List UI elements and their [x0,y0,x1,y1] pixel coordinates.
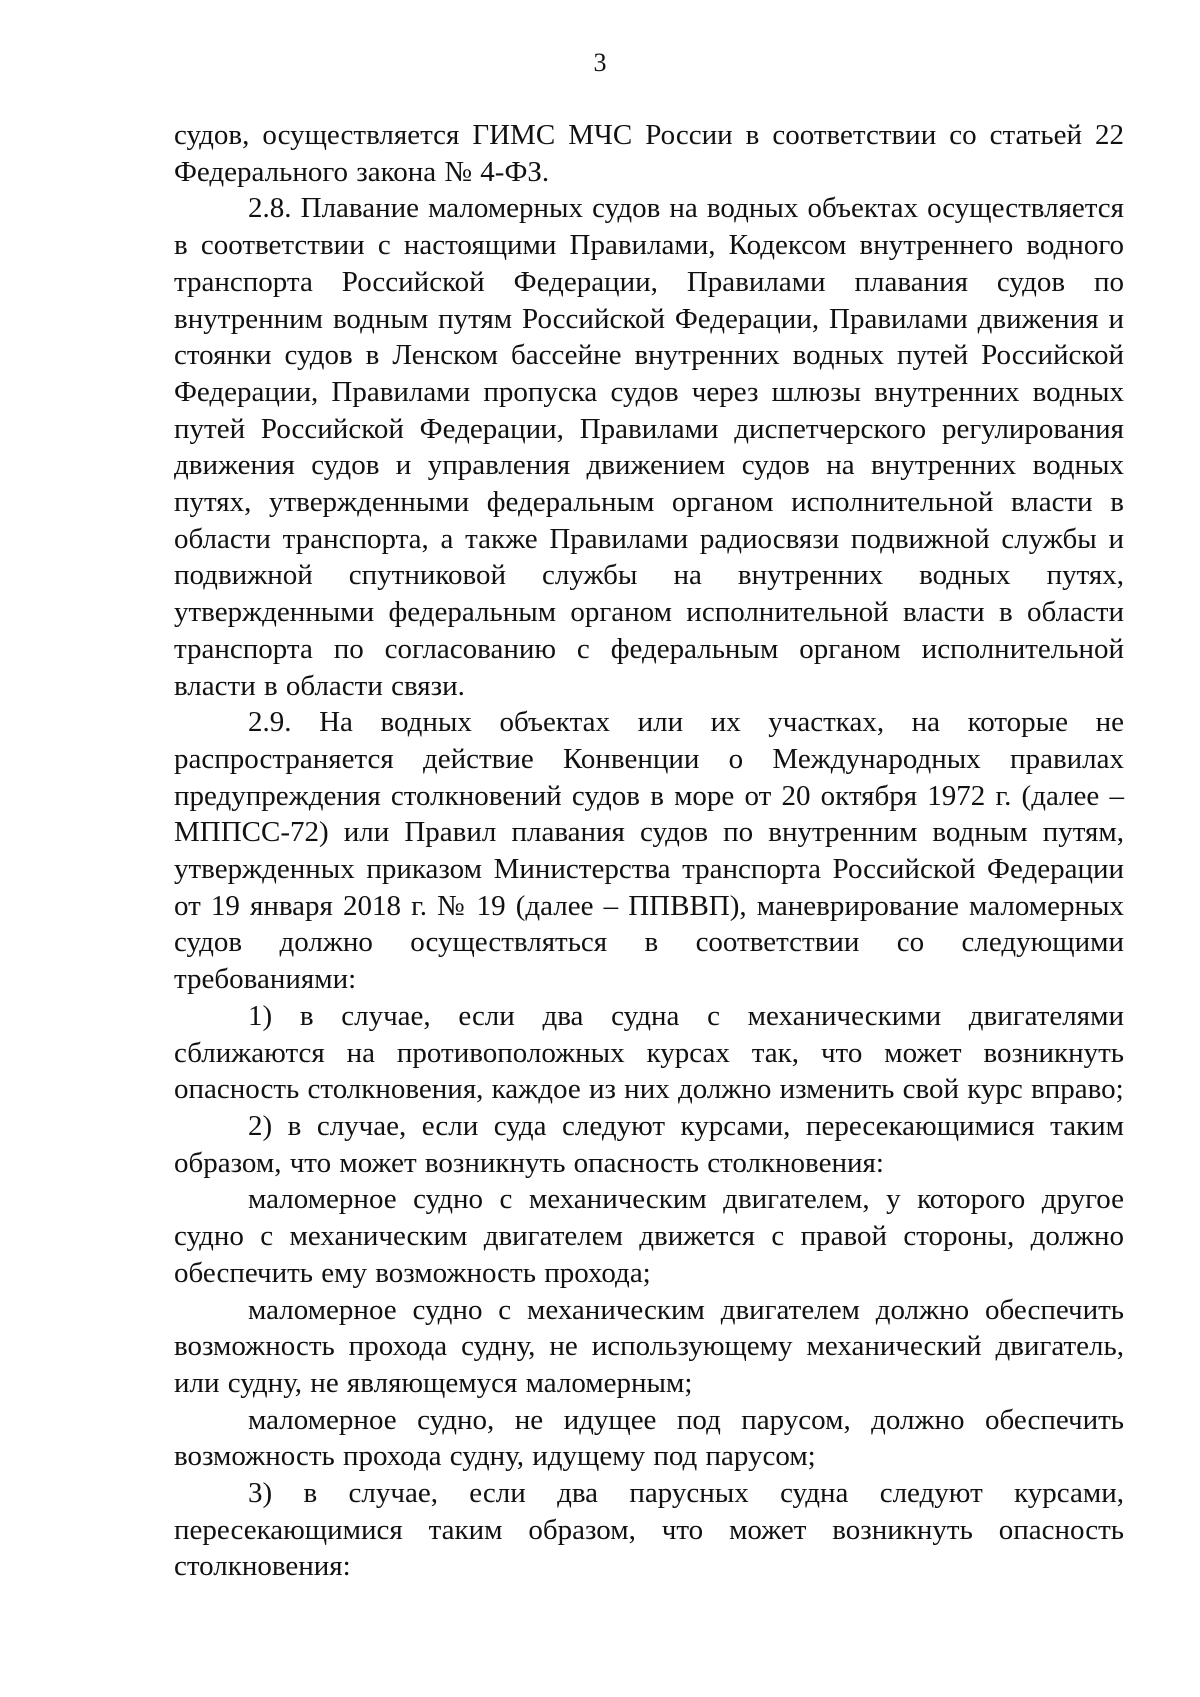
paragraph-item-3: 3) в случае, если два парусных судна следуют курсами, пересекающимися таким образом, что может возникнуть опасность столкновения: [174,1477,1124,1583]
document-body [174,117,1124,1585]
page-number: 3 [593,48,607,77]
paragraph-2-9: 2.9. На водных объектах или их участках, на которые не распространяется действие Конвенции о Международных правилах предупреждения столкновений судов в море от 20 октября 1972 г. (далее – МППСС-72) или Правил плавания судов по внутренним водным путям, утвержденных приказом Министерства транспорта Российской Федерации от 19 января 2018 г. № 19 (далее – ППВВП), маневрирование маломерных судов должно осуществляться в соответствии со следующими требованиями: [174,706,1124,996]
paragraph-item-2-sub-3: маломерное судно, не идущее под парусом, должно обеспечить возможность прохода судну, идущему под парусом; [174,1403,1124,1473]
paragraph-item-1: 1) в случае, если два судна с механическими двигателями сближаются на противоположных курсах так, что может возникнуть опасность столкновения, каждое из них должно изменить свой курс вправо; [174,999,1124,1106]
paragraph-continuation: судов, осуществляется ГИМС МЧС России в соответствии со статьей 22 Федерального закона № 4-ФЗ. [174,119,1124,188]
paragraph-item-2: 2) в случае, если суда следуют курсами, пересекающимися таким образом, что может возникнуть опасность столкновения: [174,1109,1124,1179]
paragraph-2-8: 2.8. Плавание маломерных судов на водных объектах осуществляется в соответствии с настоящими Правилами, Кодексом внутреннего водного транспорта Российской Федерации, Правилами плавания судов по внутренним водным путям Российской Федерации, Правилами движения и стоянки судов в Ленском бассейне внутренних водных путей Российской Федерации, Правилами пропуска судов через шлюзы внутренних водных путей Российской Федерации, Правилами диспетчерского регулирования движения судов и управления движением судов на внутренних водных путях, утвержденными федеральным органом исполнительной власти в области транспорта, а также Правилами радиосвязи подвижной службы и подвижной спутниковой службы на внутренних водных путях, утвержденными федеральным органом исполнительной власти в области транспорта по согласованию с федеральным органом исполнительной власти в области связи. [174,192,1124,702]
paragraph-item-2-sub-2: маломерное судно с механическим двигателем должно обеспечить возможность прохода судну, не использующему механический двигатель, или судну, не являющемуся маломерным; [174,1293,1124,1399]
paragraph-item-2-sub-1: маломерное судно с механическим двигателем, у которого другое судно с механическим двигателем движется с правой стороны, должно обеспечить ему возможность прохода; [174,1183,1124,1289]
